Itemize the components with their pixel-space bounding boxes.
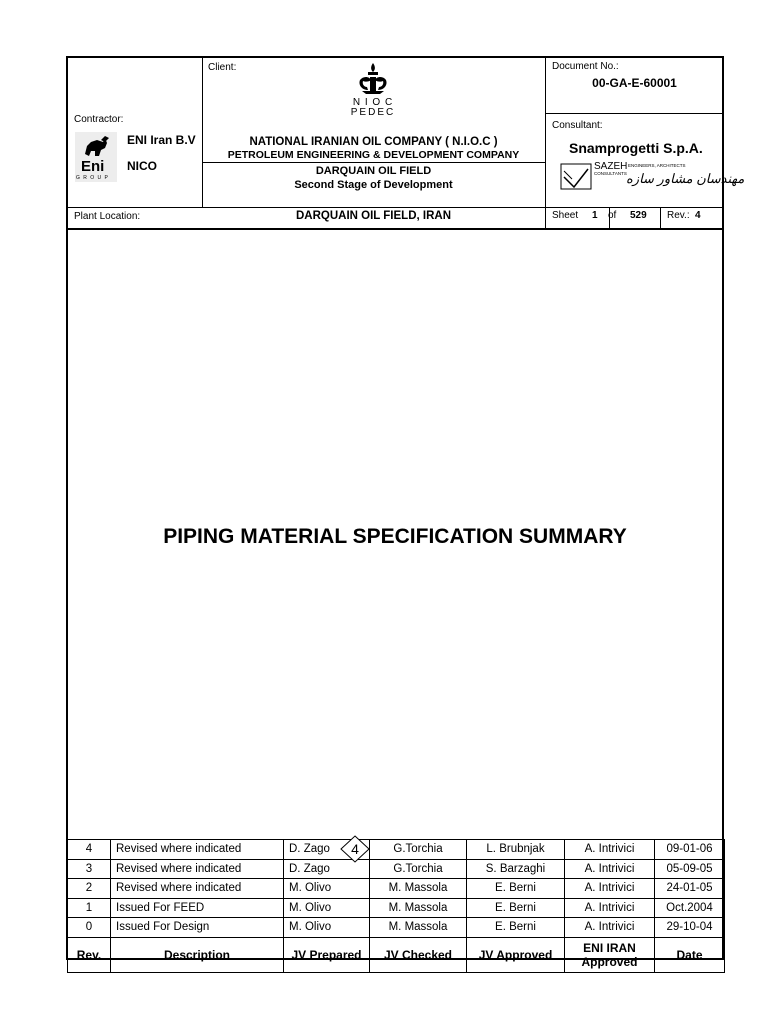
prepared-cell: M. Olivo [284, 879, 370, 899]
approved-cell: E. Berni [467, 879, 565, 899]
header-bottom-divider [67, 207, 724, 208]
header-rev: Rev. [68, 937, 111, 972]
description-cell: Issued For FEED [111, 898, 284, 918]
sheet-number: 1 [592, 210, 598, 221]
sazeh-subtext-1: ENGINEERS, ARCHITECTS [628, 163, 686, 168]
description-cell: Issued For Design [111, 918, 284, 938]
approved-cell: E. Berni [467, 918, 565, 938]
date-cell: Oct.2004 [655, 898, 725, 918]
table-row [68, 840, 725, 860]
sazeh-text: SAZEH [594, 161, 628, 172]
table-row [68, 879, 725, 899]
eni-logo [75, 132, 117, 182]
rev-cell-divider [660, 207, 661, 229]
company-name-line-2: PETROLEUM ENGINEERING & DEVELOPMENT COMPANY [227, 149, 520, 161]
sheet-of-label: of [608, 210, 617, 221]
sheet-label: Sheet [552, 210, 579, 221]
revision-table [67, 839, 725, 973]
company-name-line-1: NATIONAL IRANIAN OIL COMPANY ( N.I.O.C ) [249, 136, 498, 148]
checked-cell: G.Torchia [370, 840, 467, 860]
checked-cell: M. Massola [370, 879, 467, 899]
rev-cell: 4 [68, 840, 111, 860]
approved-cell: L. Brubnjak [467, 840, 565, 860]
document-title: PIPING MATERIAL SPECIFICATION SUMMARY [163, 525, 627, 548]
rev-cell: 3 [68, 859, 111, 879]
rev-number: 4 [695, 210, 701, 221]
rev-cell: 2 [68, 879, 111, 899]
description-cell: Revised where indicated [111, 879, 284, 899]
project-name-line-1: DARQUAIN OIL FIELD [315, 165, 432, 177]
revision-diamond-marker [340, 835, 370, 863]
client-label: Client: [208, 62, 237, 73]
description-cell: Revised where indicated [111, 840, 284, 860]
nioc-logo-text: N I O C [352, 97, 394, 108]
header-description: Description [111, 937, 284, 972]
header-eni-iran-approved: ENI IRAN Approved [565, 937, 655, 972]
header-jv-approved: JV Approved [467, 937, 565, 972]
revision-diamond-number: 4 [351, 841, 359, 857]
prepared-cell: D. Zago [284, 840, 370, 860]
date-cell: 05-09-05 [655, 859, 725, 879]
document-no-label: Document No.: [552, 61, 619, 72]
approved-cell: S. Barzaghi [467, 859, 565, 879]
prepared-cell: D. Zago [284, 859, 370, 879]
sazeh-logo-icon [560, 163, 592, 190]
contractor-eni-iran: ENI Iran B.V [127, 133, 196, 147]
consultant-label: Consultant: [552, 120, 603, 131]
approved-cell: E. Berni [467, 898, 565, 918]
rev-cell: 1 [68, 898, 111, 918]
header-jv-prepared: JV Prepared [284, 937, 370, 972]
description-cell: Revised where indicated [111, 859, 284, 879]
sazeh-subtext-2: CONSULTANTS [594, 171, 627, 176]
sheet-total: 529 [630, 210, 647, 221]
project-name-line-2: Second Stage of Development [294, 179, 453, 191]
eni-approved-cell: A. Intrivici [565, 840, 655, 860]
eni-approved-cell: A. Intrivici [565, 859, 655, 879]
document-no: 00-GA-E-60001 [592, 76, 677, 90]
prepared-cell: M. Olivo [284, 918, 370, 938]
table-row [68, 918, 725, 938]
contractor-label: Contractor: [74, 114, 124, 125]
plant-row-bottom-divider [67, 228, 724, 230]
checked-cell: M. Massola [370, 898, 467, 918]
date-cell: 29-10-04 [655, 918, 725, 938]
table-row [68, 859, 725, 879]
rev-cell: 0 [68, 918, 111, 938]
docno-bottom-divider [545, 113, 724, 114]
eni-group-text: G R O U P [76, 175, 109, 181]
table-row [68, 898, 725, 918]
sazeh-persian-text: مهندسان مشاور سازه [626, 171, 745, 186]
header-date: Date [655, 937, 725, 972]
plant-location: DARQUAIN OIL FIELD, IRAN [295, 210, 452, 222]
checked-cell: G.Torchia [370, 859, 467, 879]
table-header-row [68, 937, 725, 972]
contractor-nico: NICO [127, 159, 157, 173]
rev-label: Rev.: [667, 210, 690, 221]
header-jv-checked: JV Checked [370, 937, 467, 972]
eni-logo-text: Eni [81, 158, 105, 175]
prepared-cell: M. Olivo [284, 898, 370, 918]
eni-approved-cell: A. Intrivici [565, 918, 655, 938]
company-project-divider [202, 162, 545, 163]
plant-location-label: Plant Location: [74, 211, 141, 222]
consultant-name: Snamprogetti S.p.A. [569, 140, 703, 156]
checked-cell: M. Massola [370, 918, 467, 938]
date-cell: 09-01-06 [655, 840, 725, 860]
nioc-logo [340, 60, 406, 114]
eni-approved-cell: A. Intrivici [565, 898, 655, 918]
pedec-text: PEDEC [350, 107, 396, 118]
eni-approved-cell: A. Intrivici [565, 879, 655, 899]
document-frame [66, 56, 724, 960]
date-cell: 24-01-05 [655, 879, 725, 899]
